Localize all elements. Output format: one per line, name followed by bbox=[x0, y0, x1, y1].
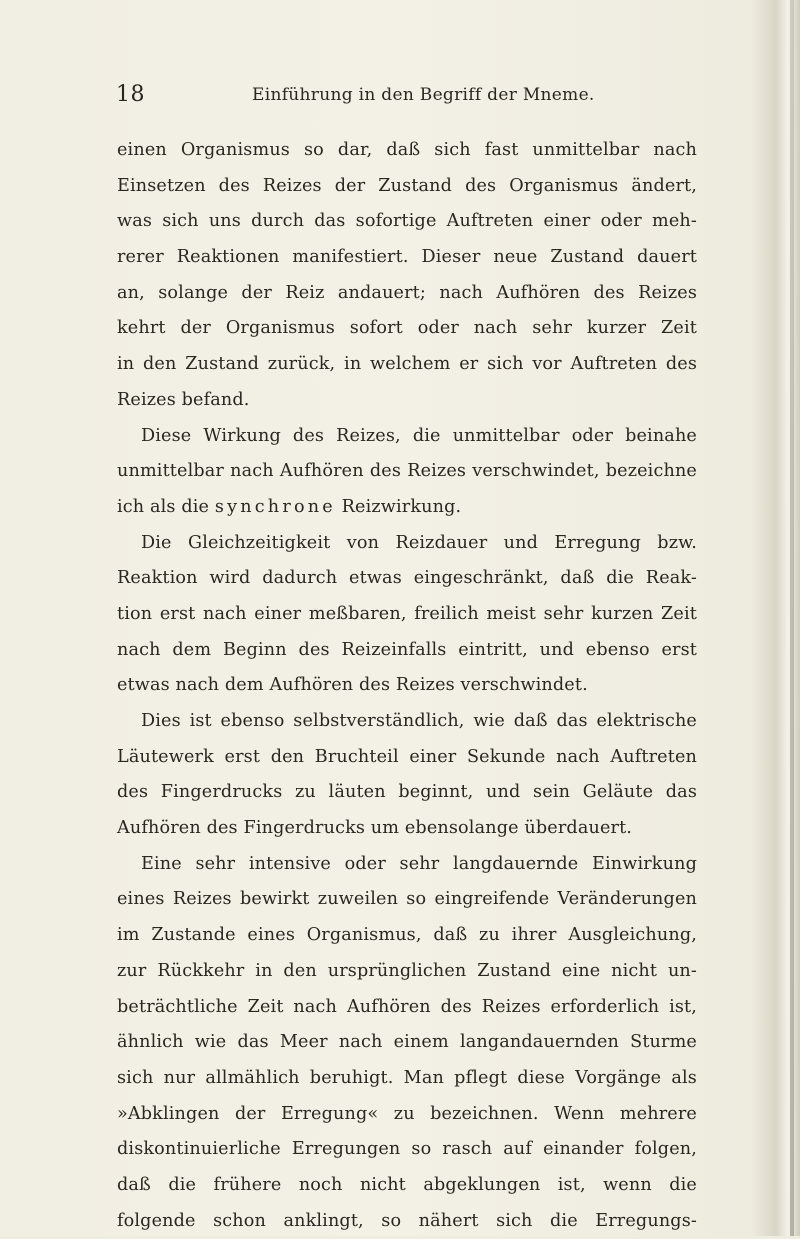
page-edge-shadow bbox=[790, 0, 794, 1236]
text-line: ähnlich wie das Meer nach einem langandauernden Sturme bbox=[117, 1032, 697, 1053]
text-line: sich nur allmählich beruhigt. Man pflegt diese Vorgänge als bbox=[117, 1067, 697, 1088]
text-line: Die Gleichzeitigkeit von Reizdauer und Erregung bzw. bbox=[141, 532, 697, 553]
page-number: 18 bbox=[116, 82, 145, 107]
text-line: in den Zustand zurück, in welchem er sich vor Auftreten des bbox=[117, 354, 697, 375]
text-line: Reaktion wird dadurch etwas eingeschränkt, daß die Reak- bbox=[117, 568, 697, 589]
text-line: Einsetzen des Reizes der Zustand des Organismus ändert, bbox=[117, 175, 697, 196]
text-line: Diese Wirkung des Reizes, die unmittelbar oder beinahe bbox=[141, 425, 697, 446]
page-header bbox=[116, 82, 696, 112]
running-title: Einführung in den Begriff der Mneme. bbox=[252, 85, 595, 105]
text-fragment: ich als die bbox=[117, 496, 215, 517]
text-line: eines Reizes bewirkt zuweilen so eingreifende Veränderungen bbox=[117, 889, 697, 910]
text-line: »Abklingen der Erregung« zu bezeichnen. Wenn mehrere bbox=[117, 1103, 697, 1124]
text-line: Reizes befand. bbox=[117, 389, 250, 410]
text-line: Aufhören des Fingerdrucks um ebensolange überdauert. bbox=[117, 818, 633, 839]
text-line: an, solange der Reiz andauert; nach Aufhören des Reizes bbox=[117, 282, 697, 303]
body-text bbox=[117, 133, 697, 1239]
text-line-emphasis bbox=[117, 490, 697, 526]
text-line: nach dem Beginn des Reizeinfalls eintritt, und ebenso erst bbox=[117, 639, 697, 660]
text-line: unmittelbar nach Aufhören des Reizes verschwindet, bezeichne bbox=[117, 461, 697, 482]
spaced-emphasis: synchrone bbox=[214, 496, 336, 517]
text-line: Dies ist ebenso selbstverständlich, wie daß das elektrische bbox=[141, 711, 697, 731]
text-line: was sich uns durch das sofortige Auftreten einer oder meh- bbox=[117, 211, 697, 232]
text-line: Läutewerk erst den Bruchteil einer Sekunde nach Auftreten bbox=[117, 746, 697, 767]
text-line: folgende schon anklingt, so nähert sich die Erregungs- bbox=[117, 1210, 697, 1231]
text-line: beträchtliche Zeit nach Aufhören des Reizes erforderlich ist, bbox=[117, 996, 697, 1017]
text-line: im Zustande eines Organismus, daß zu ihrer Ausgleichung, bbox=[117, 925, 697, 946]
text-line: daß die frühere noch nicht abgeklungen ist, wenn die bbox=[117, 1174, 697, 1195]
text-line: einen Organismus so dar, daß sich fast unmittelbar nach bbox=[117, 140, 697, 160]
text-line: kehrt der Organismus sofort oder nach sehr kurzer Zeit bbox=[117, 318, 697, 339]
text-line: zur Rückkehr in den ursprünglichen Zustand eine nicht un- bbox=[117, 960, 697, 981]
text-line: rerer Reaktionen manifestiert. Dieser neue Zustand dauert bbox=[117, 247, 697, 268]
text-line: des Fingerdrucks zu läuten beginnt, und sein Geläute das bbox=[117, 782, 697, 803]
text-fragment: Reizwirkung. bbox=[335, 496, 462, 517]
text-line: etwas nach dem Aufhören des Reizes verschwindet. bbox=[117, 675, 588, 696]
text-line: Eine sehr intensive oder sehr langdauernde Einwirkung bbox=[141, 853, 697, 874]
text-line: diskontinuierliche Erregungen so rasch auf einander folgen, bbox=[117, 1139, 697, 1160]
text-line: tion erst nach einer meßbaren, freilich meist sehr kurzen Zeit bbox=[117, 603, 697, 624]
